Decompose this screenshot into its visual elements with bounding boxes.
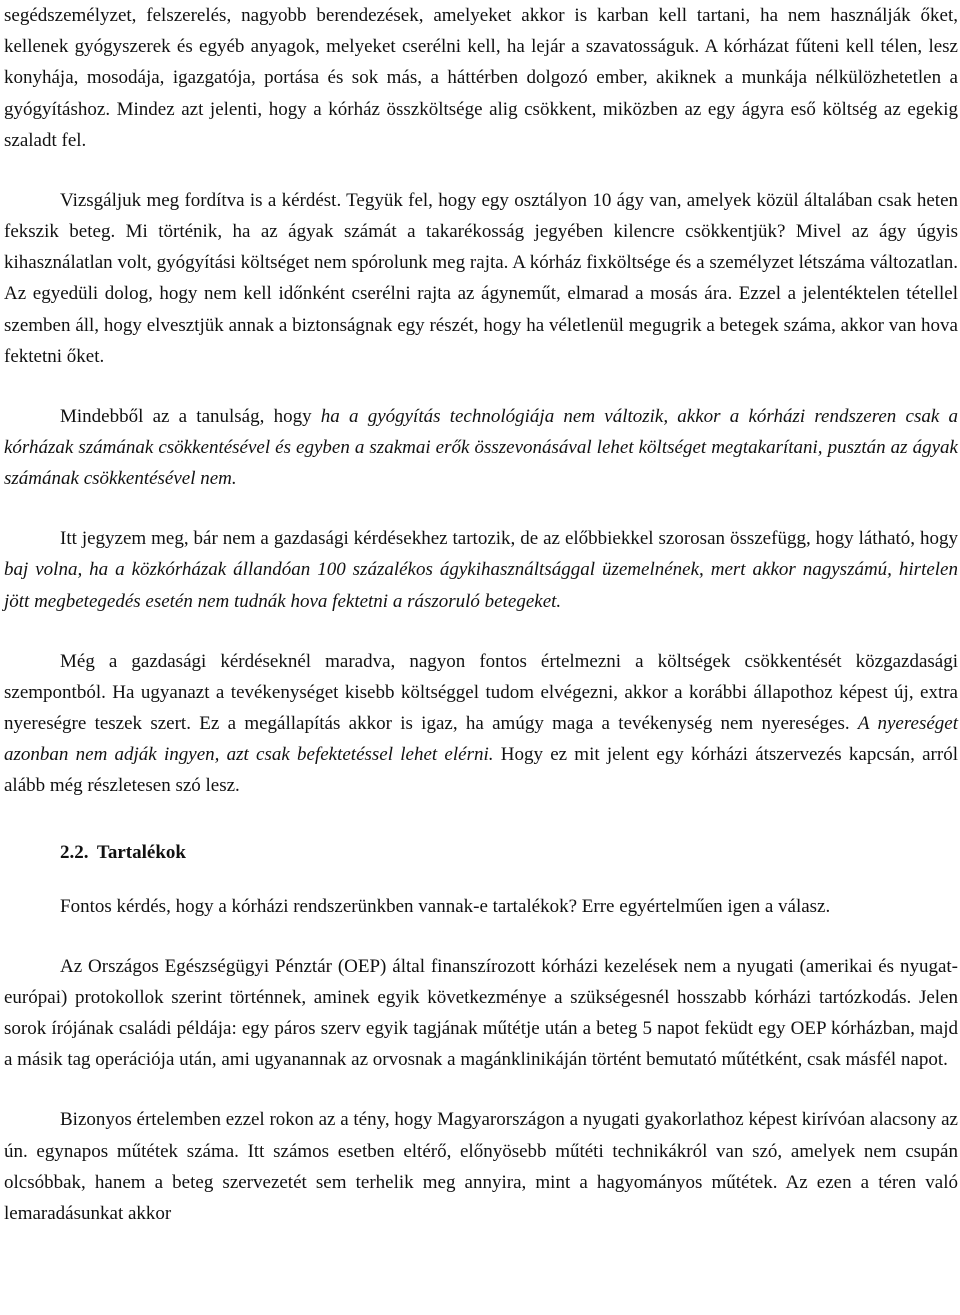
occupancy-emphasis: baj volna, ha a közkórházak állandóan 100 százalékos ágykihasználtsággal üzemelnének, mert akkor nagyszámú, hirtelen jött megbetegedés esetén nem tudnák hova fektetni a rászoruló betegeket. xyxy=(4,559,958,612)
paragraph-continuation: segédszemélyzet, felszerelés, nagyobb berendezések, amelyeket akkor is karban kell tartani, ha nem használják őket, kellenek gyógyszerek és egyéb anyagok, melyeket cserélni kell, ha lejár a szavatosságuk. A kórházat fűteni kell télen, lesz konyhája, mosodája, igazgatója, portása és sok más, a háttérben dolgozó ember, akiknek a munkája nélkülözhetetlen a gyógyításhoz. Mindez azt jelenti, hogy a kórház összköltsége alig csökkent, miközben az egy ágyra eső költség az egekig szaladt fel. xyxy=(4,5,958,151)
section-title: Tartalékok xyxy=(96,841,186,863)
cost-emphasis: A nyereséget azonban nem adják ingyen, azt csak befektetéssel lehet elérni. xyxy=(4,713,958,766)
paragraph-conclusion xyxy=(4,401,958,495)
paragraph-oep-protocols: Az Országos Egészségügyi Pénztár (OEP) által finanszírozott kórházi kezelések nem a nyugati (amerikai és nyugat-európai) protokollok szerint történnek, aminek egyik következménye a szükségesnél hosszabb kórházi tartózkodás. Jelen sorok írójának családi példája: egy páros szerv egyik tagjának műtétje után a beteg 5 napot feküdt egy OEP kórházban, majd a másik tag operációja után, ami ugyanannak az orvosnak a magánklinikáján történt bemutató műtétként, csak másfél napot. xyxy=(4,955,958,1071)
cost-tail: Hogy ez mit jelent egy kórházi átszervezés kapcsán, arról alább még részletesen szó lesz. xyxy=(4,744,958,797)
conclusion-lead: Mindebből az a tanulság, hogy xyxy=(60,405,321,427)
paragraph-occupancy-note xyxy=(4,523,958,617)
paragraph-day-surgery: Bizonyos értelemben ezzel rokon az a tény, hogy Magyarországon a nyugati gyakorlathoz képest kirívóan alacsony az ún. egynapos műtétek száma. Itt számos esetben eltérő, előnyösebb műtéti technikákról van szó, amelyek nem csupán olcsóbbak, hanem a beteg szervezetét sem terhelik meg annyira, mint a hagyományos műtétek. Az ezen a téren való lemaradásunkat akkor xyxy=(4,1109,958,1225)
document-page xyxy=(4,0,958,1229)
cost-lead: Még a gazdasági kérdéseknél maradva, nagyon fontos értelmezni a költségek csökkentését közgazdasági szempontból. Ha ugyanazt a tevékenységet kisebb költséggel tudom elvégezni, akkor a korábbi állapothoz képest új, extra nyereségre teszek szert. Ez a megállapítás akkor is igaz, ha amúgy maga a tevékenység nem nyereséges. xyxy=(4,650,958,735)
paragraph-cost-reduction xyxy=(4,646,958,802)
occupancy-lead: Itt jegyzem meg, bár nem a gazdasági kérdésekhez tartozik, de az előbbiekkel szorosan összefügg, hogy látható, hogy xyxy=(60,528,958,550)
paragraph-reserves-question: Fontos kérdés, hogy a kórházi rendszerünkben vannak-e tartalékok? Erre egyértelműen igen a válasz. xyxy=(60,895,831,917)
section-number: 2.2. xyxy=(60,841,89,863)
conclusion-emphasis: ha a gyógyítás technológiája nem változik, akkor a kórházi rendszeren csak a kórházak számának csökkentésével és egyben a szakmai erők összevonásával lehet költséget megtakarítani, pusztán az ágyak számának csökkentésével nem. xyxy=(4,405,958,490)
section-heading xyxy=(4,837,958,868)
paragraph-bed-reduction: Vizsgáljuk meg fordítva is a kérdést. Tegyük fel, hogy egy osztályon 10 ágy van, amelyek közül általában csak heten fekszik beteg. Mi történik, ha az ágyak számát a takarékosság jegyében kilencre csökkentjük? Mivel az ágy úgyis kihasználatlan volt, gyógyítási költséget nem spórolunk meg rajta. A kórház fixköltsége és a személyzet létszáma változatlan. Az egyedüli dolog, hogy nem kell időnként cserélni rajta az ágyneműt, elmarad a mosás ára. Ezzel a jelentéktelen tétellel szemben áll, hogy elvesztjük annak a biztonságnak egy részét, hogy ha véletlenül megugrik a betegek száma, akkor van hova fektetni őket. xyxy=(4,189,958,367)
